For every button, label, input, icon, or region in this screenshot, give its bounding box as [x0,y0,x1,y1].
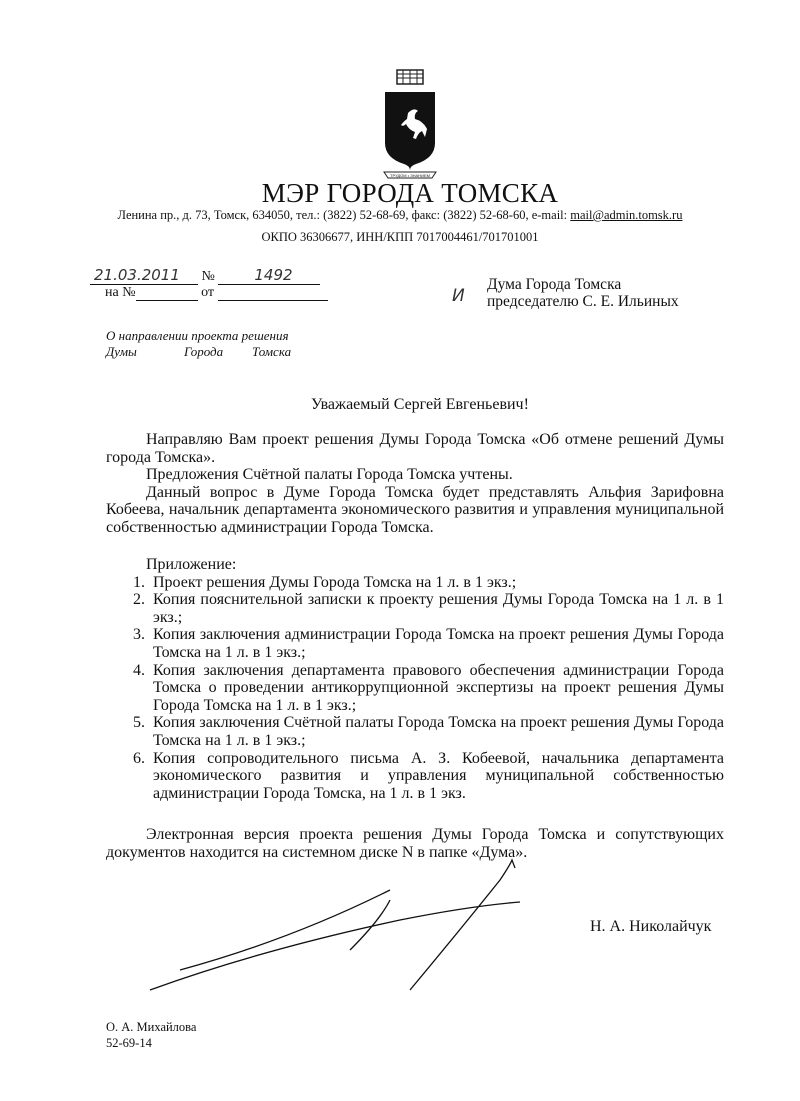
paragraph: Данный вопрос в Думе Города Томска будет представлять Альфия Зарифовна Кобеева, начальник департамента экономического развития и управления муниципальной собственностью администрации Города Томска. [106,483,724,536]
attachments [106,556,724,802]
letterhead-codes: ОКПО 36306677, ИНН/КПП 7017004461/701701001 [261,230,539,244]
letterhead-address: Ленина пр., д. 73, Томск, 634050, тел.: (3822) 52-68-69, факс: (3822) 52-68-60, e-mail: mail@admin.tomsk.ru [117,208,683,222]
list-item: 5. Копия заключения Счётной палаты Города Томска на проект решения Думы Города Томска на 1 л. в 1 экз.; [133,714,724,749]
recipient: Дума Города Томска председателю С. Е. Ильиных [487,276,679,310]
subject: О направлении проекта решения Думы Города Томска [106,328,292,359]
list-item: 3. Копия заключения администрации Города Томска на проект решения Думы Города Томска на 1 л. в 1 экз.; [133,626,724,661]
letterhead-title: МЭР ГОРОДА ТОМСКА [261,178,559,208]
attachments-list [106,574,724,803]
ref-date-field [218,286,328,301]
list-item: 6. Копия сопроводительного письма А. З. Кобеевой, начальника департамента экономического развития и управления муниципальной собственностью администрации Города Томска, на 1 л. в 1 экз. [133,749,724,802]
ref-number-field [136,286,198,301]
list-item: 2. Копия пояснительной записки к проекту решения Думы Города Томска на 1 л. в 1 экз.; [133,591,724,626]
signature [140,840,560,1000]
resolution-mark: И [452,286,465,306]
signer-name: Н. А. Николайчук [590,918,712,935]
date-field: 21.03.2011 [90,266,198,285]
number-field: 1492 [218,266,320,285]
paragraph: Предложения Счётной палаты Города Томска учтены. [146,466,513,484]
registration-line [90,266,320,285]
greeting: Уважаемый Сергей Евгеньевич! [311,396,529,413]
reference-line: на № от [105,285,328,301]
closing-paragraph: Электронная версия проекта решения Думы Города Томска и сопутствующих документов находится на системном диске N в папке «Дума». [106,826,724,861]
email-link[interactable]: mail@admin.tomsk.ru [570,208,683,222]
crown-icon [397,70,423,84]
number-label: № [201,269,215,284]
list-item: 4. Копия заключения департамента правового обеспечения администрации Города Томска о проведении антикоррупционной экспертизы на проект решения Думы Города Томска на 1 л. в 1 экз.; [133,661,724,714]
letter-body [106,431,724,537]
executor: О. А. Михайлова 52-69-14 [106,1020,197,1050]
paragraph: Направляю Вам проект решения Думы Города Томска «Об отмене решений Думы города Томска». [106,431,724,466]
list-item: 1. Проект решения Думы Города Томска на 1 л. в 1 экз.; [133,573,517,591]
attachments-label: Приложение: [146,556,237,573]
coat-of-arms-emblem [370,68,450,188]
emblem-motto: ТРУДОМ • ЗНАНИЕМ [390,173,430,178]
